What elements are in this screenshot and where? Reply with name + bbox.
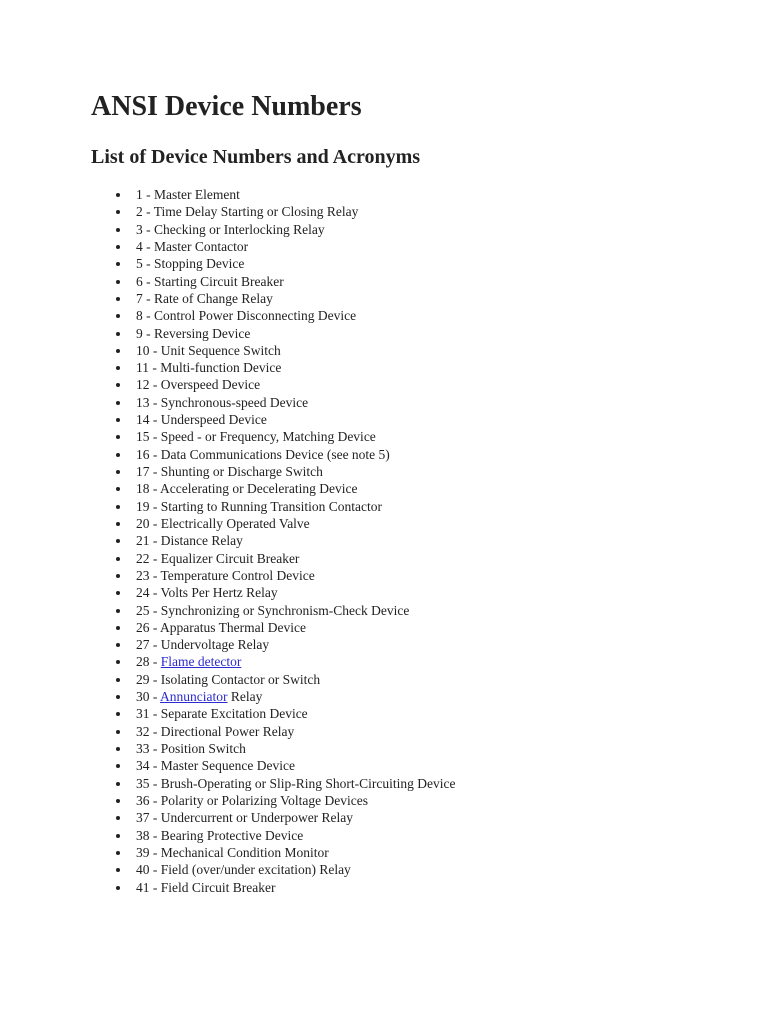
list-item-prefix: 30 - [136, 689, 161, 705]
list-item-text: 10 - Unit Sequence Switch [136, 342, 281, 358]
list-item-text: 34 - Master Sequence Device [136, 758, 295, 774]
list-item [136, 567, 455, 584]
list-item-text: 37 - Undercurrent or Underpower Relay [136, 810, 354, 826]
list-item-text: 22 - Equalizer Circuit Breaker [136, 550, 300, 566]
list-item [136, 723, 455, 740]
list-item [136, 532, 455, 549]
list-item [136, 584, 455, 601]
list-item [136, 619, 455, 636]
list-item-text: 25 - Synchronizing or Synchronism-Check Device [136, 602, 410, 618]
list-item [136, 394, 455, 411]
list-item [136, 740, 455, 757]
list-item [136, 480, 455, 497]
list-item [136, 325, 455, 342]
list-item-text: 7 - Rate of Change Relay [136, 290, 273, 306]
list-item-text: 18 - Accelerating or Decelerating Device [136, 481, 358, 497]
device-number-list [136, 186, 455, 896]
list-item [136, 290, 455, 307]
list-item-text: 15 - Speed - or Frequency, Matching Device [136, 429, 376, 445]
list-item [136, 273, 455, 290]
list-item [136, 463, 455, 480]
list-item [136, 827, 455, 844]
section-heading: List of Device Numbers and Acronyms [91, 146, 421, 168]
list-item [136, 705, 455, 722]
list-item-text: 35 - Brush-Operating or Slip-Ring Short-Circuiting Device [136, 775, 456, 791]
list-item-text: 4 - Master Contactor [136, 238, 249, 254]
list-item-text: 20 - Electrically Operated Valve [136, 515, 310, 531]
list-item [136, 203, 455, 220]
list-item [136, 221, 455, 238]
list-item-text: 12 - Overspeed Device [136, 377, 261, 393]
list-item-text: 41 - Field Circuit Breaker [136, 879, 276, 895]
list-item-text: 14 - Underspeed Device [136, 412, 267, 428]
list-item [136, 307, 455, 324]
list-item-text: 3 - Checking or Interlocking Relay [136, 221, 325, 237]
list-item-text: 26 - Apparatus Thermal Device [136, 619, 306, 635]
list-item [136, 428, 455, 445]
list-item-text: 2 - Time Delay Starting or Closing Relay [136, 204, 359, 220]
list-item-text: 1 - Master Element [136, 187, 240, 202]
list-item [136, 861, 455, 878]
list-item-text: 21 - Distance Relay [136, 533, 243, 549]
list-item [136, 376, 455, 393]
list-item [136, 255, 455, 272]
list-item-text: 5 - Stopping Device [136, 256, 245, 272]
list-item-text: 29 - Isolating Contactor or Switch [136, 671, 321, 687]
list-item-text: 38 - Bearing Protective Device [136, 827, 304, 843]
list-item [136, 515, 455, 532]
list-item [136, 757, 455, 774]
list-item [136, 186, 455, 203]
page-title: ANSI Device Numbers [91, 91, 362, 122]
list-item-text: 23 - Temperature Control Device [136, 567, 315, 583]
list-item-text: 8 - Control Power Disconnecting Device [136, 308, 357, 324]
list-item [136, 342, 455, 359]
list-item-text: 32 - Directional Power Relay [136, 723, 295, 739]
list-item [136, 446, 455, 463]
list-item-text: 9 - Reversing Device [136, 325, 251, 341]
list-item [136, 809, 455, 826]
list-item-text: 27 - Undervoltage Relay [136, 637, 270, 653]
list-item-text: 11 - Multi-function Device [136, 360, 282, 376]
list-item-suffix: Relay [227, 689, 263, 705]
list-item-text: 16 - Data Communications Device (see note 5) [136, 446, 390, 462]
list-item [136, 775, 455, 792]
list-item [136, 550, 455, 567]
list-item [136, 844, 455, 861]
list-item-text: 24 - Volts Per Hertz Relay [136, 585, 278, 601]
list-item-text: 19 - Starting to Running Transition Contactor [136, 498, 383, 514]
list-item-text: 36 - Polarity or Polarizing Voltage Devices [136, 792, 368, 808]
list-item [136, 879, 455, 896]
list-item [136, 636, 455, 653]
list-item [136, 411, 455, 428]
list-item [136, 671, 455, 688]
list-item [136, 602, 455, 619]
list-item [136, 792, 455, 809]
list-item [136, 238, 455, 255]
list-item-text: 40 - Field (over/under excitation) Relay [136, 862, 351, 878]
list-item-text: 13 - Synchronous-speed Device [136, 394, 309, 410]
flame-detector-link[interactable]: Flame detector [160, 654, 242, 670]
list-item [136, 653, 455, 670]
list-item-text: 6 - Starting Circuit Breaker [136, 273, 284, 289]
list-item [136, 359, 455, 376]
list-item [136, 688, 455, 705]
annunciator-link[interactable]: Annunciator [160, 689, 228, 705]
list-item-prefix: 28 - [136, 654, 161, 670]
list-item-text: 17 - Shunting or Discharge Switch [136, 464, 323, 479]
list-item-text: 33 - Position Switch [136, 741, 246, 756]
list-item [136, 498, 455, 515]
list-item-text: 31 - Separate Excitation Device [136, 706, 308, 722]
list-item-text: 39 - Mechanical Condition Monitor [136, 844, 329, 860]
